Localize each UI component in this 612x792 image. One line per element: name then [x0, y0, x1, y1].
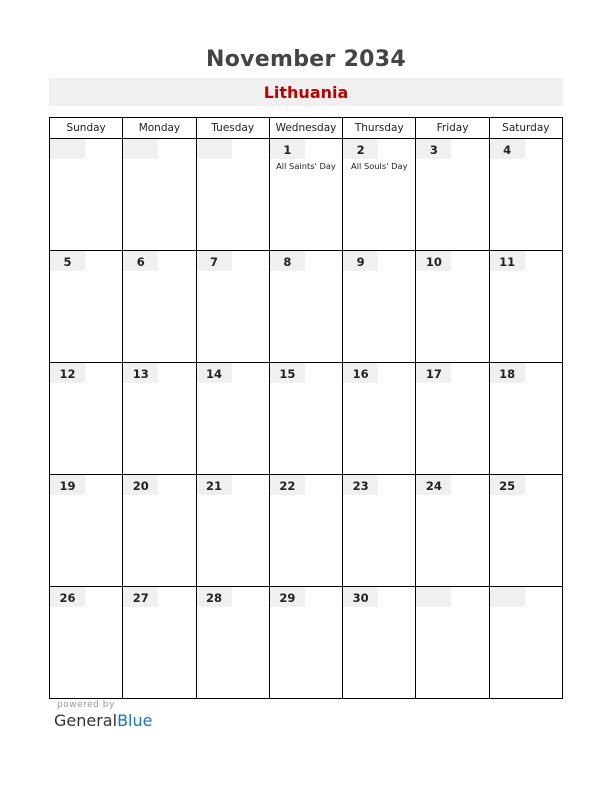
day-cell[interactable] — [269, 587, 342, 699]
day-number: 24 — [425, 479, 442, 493]
day-cell[interactable] — [196, 587, 269, 699]
day-number-box — [490, 587, 525, 607]
day-number: 7 — [210, 255, 219, 269]
day-cell[interactable] — [196, 363, 269, 475]
weekday-friday: Friday — [416, 118, 489, 139]
week-row — [50, 475, 563, 587]
day-cell[interactable] — [416, 139, 489, 251]
day-cell[interactable] — [50, 363, 123, 475]
holiday-label: All Saints' Day — [276, 161, 336, 171]
day-number-box — [416, 587, 451, 607]
day-cell[interactable] — [123, 363, 196, 475]
weekday-tuesday: Tuesday — [196, 118, 269, 139]
day-number: 10 — [425, 255, 442, 269]
day-cell[interactable] — [123, 251, 196, 363]
day-cell[interactable] — [269, 475, 342, 587]
calendar-grid — [49, 117, 563, 699]
calendar-title: November 2034 — [205, 47, 407, 72]
day-cell[interactable] — [489, 363, 562, 475]
day-cell[interactable] — [269, 363, 342, 475]
day-cell[interactable] — [50, 475, 123, 587]
day-cell[interactable] — [343, 587, 416, 699]
day-number: 3 — [429, 143, 438, 157]
day-cell[interactable] — [123, 587, 196, 699]
day-cell[interactable] — [416, 475, 489, 587]
day-number: 23 — [352, 479, 369, 493]
week-row — [50, 139, 563, 251]
week-row — [50, 251, 563, 363]
day-number: 13 — [132, 367, 149, 381]
day-number: 29 — [279, 591, 296, 605]
day-number: 25 — [499, 479, 516, 493]
day-number-box — [123, 139, 158, 159]
day-cell[interactable] — [196, 475, 269, 587]
day-number: 5 — [63, 255, 72, 269]
day-cell[interactable] — [489, 587, 562, 699]
day-number: 2 — [356, 143, 365, 157]
day-number: 8 — [283, 255, 292, 269]
day-number: 19 — [59, 479, 76, 493]
day-cell[interactable] — [196, 251, 269, 363]
day-cell[interactable] — [269, 251, 342, 363]
weekday-thursday: Thursday — [343, 118, 416, 139]
day-number: 17 — [425, 367, 442, 381]
day-cell[interactable] — [343, 363, 416, 475]
day-number: 4 — [503, 143, 512, 157]
day-number: 22 — [279, 479, 296, 493]
holiday-label: All Souls' Day — [351, 161, 408, 171]
weekday-saturday: Saturday — [489, 118, 562, 139]
weekday-header-row — [50, 118, 563, 139]
week-row — [50, 587, 563, 699]
day-number: 11 — [499, 255, 516, 269]
day-cell[interactable] — [343, 139, 416, 251]
brand-general-text: General — [54, 711, 118, 730]
day-number: 1 — [283, 143, 292, 157]
day-number: 20 — [132, 479, 149, 493]
brand-logo[interactable] — [54, 711, 152, 730]
day-cell[interactable] — [343, 251, 416, 363]
weekday-wednesday: Wednesday — [269, 118, 342, 139]
day-number: 6 — [136, 255, 145, 269]
day-cell[interactable] — [196, 139, 269, 251]
day-number: 12 — [59, 367, 76, 381]
day-number-box — [197, 139, 232, 159]
day-number: 26 — [59, 591, 76, 605]
day-cell[interactable] — [489, 475, 562, 587]
day-number: 28 — [206, 591, 223, 605]
day-number: 21 — [206, 479, 223, 493]
day-number: 14 — [206, 367, 223, 381]
day-cell[interactable] — [50, 587, 123, 699]
day-cell[interactable] — [50, 139, 123, 251]
day-number: 16 — [352, 367, 369, 381]
day-number: 30 — [352, 591, 369, 605]
country-name: Lithuania — [263, 83, 349, 102]
day-cell[interactable] — [343, 475, 416, 587]
brand-blue-text: Blue — [117, 711, 153, 730]
day-cell[interactable] — [50, 251, 123, 363]
day-cell[interactable] — [416, 251, 489, 363]
weekday-sunday: Sunday — [50, 118, 123, 139]
day-cell[interactable] — [269, 139, 342, 251]
day-number: 27 — [132, 591, 149, 605]
day-cell[interactable] — [416, 363, 489, 475]
day-number: 18 — [499, 367, 516, 381]
day-cell[interactable] — [123, 139, 196, 251]
day-number: 15 — [279, 367, 296, 381]
day-number-box — [50, 139, 85, 159]
powered-by-label: powered by — [57, 700, 115, 710]
day-cell[interactable] — [489, 139, 562, 251]
day-cell[interactable] — [123, 475, 196, 587]
week-row — [50, 363, 563, 475]
weekday-monday: Monday — [123, 118, 196, 139]
day-cell[interactable] — [416, 587, 489, 699]
day-number: 9 — [356, 255, 365, 269]
day-cell[interactable] — [489, 251, 562, 363]
